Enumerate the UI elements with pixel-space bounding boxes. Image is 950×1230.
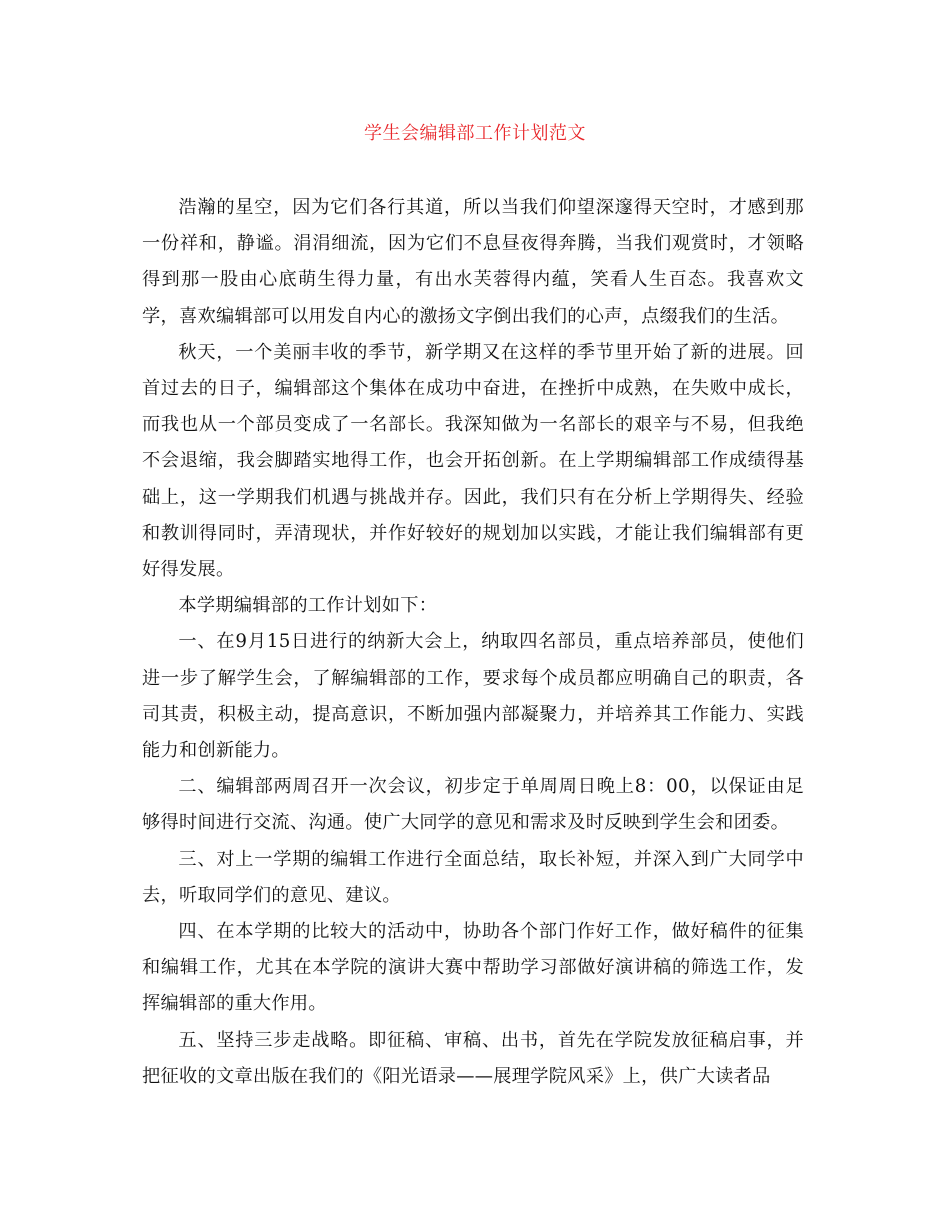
paragraph-intro: 浩瀚的星空，因为它们各行其道，所以当我们仰望深邃得天空时，才感到那一份祥和，静谧。涓涓细流，因为它们不息昼夜得奔腾，当我们观赏时，才领略得到那一股由心底萌生得力量，有出水芙蓉得内蕴，笑看人生百态。我喜欢文学，喜欢编辑部可以用发自内心的激扬文字倒出我们的心声，点缀我们的生活。	[142, 197, 804, 327]
paragraph-item-1: 一、在9月15日进行的纳新大会上，纳取四名部员，重点培养部员，使他们进一步了解学生会，了解编辑部的工作，要求每个成员都应明确自己的职责，各司其责，积极主动，提高意识，不断加强内部凝聚力，并培养其工作能力、实践能力和创新能力。	[142, 631, 804, 762]
document-body	[142, 190, 804, 1095]
paragraph-item-2: 二、编辑部两周召开一次会议，初步定于单周周日晚上8：00，以保证由足够得时间进行交流、沟通。使广大同学的意见和需求及时反映到学生会和团委。	[142, 776, 804, 834]
paragraph-item-3: 三、对上一学期的编辑工作进行全面总结，取长补短，并深入到广大同学中去，听取同学们的意见、建议。	[142, 848, 804, 906]
document-title: 学生会编辑部工作计划范文	[364, 123, 586, 144]
paragraph-plan-heading: 本学期编辑部的工作计划如下：	[178, 595, 438, 617]
paragraph-autumn: 秋天，一个美丽丰收的季节，新学期又在这样的季节里开始了新的进展。回首过去的日子，编辑部这个集体在成功中奋进，在挫折中成熟，在失败中成长，而我也从一个部员变成了一名部长。我深知做为一名部长的艰辛与不易，但我绝不会退缩，我会脚踏实地得工作，也会开拓创新。在上学期编辑部工作成绩得基础上，这一学期我们机遇与挑战并存。因此，我们只有在分析上学期得失、经验和教训得同时，弄清现状，并作好较好的规划加以实践，才能让我们编辑部有更好得发展。	[142, 341, 804, 581]
paragraph-item-4: 四、在本学期的比较大的活动中，协助各个部门作好工作，做好稿件的征集和编辑工作，尤其在本学院的演讲大赛中帮助学习部做好演讲稿的筛选工作，发挥编辑部的重大作用。	[142, 921, 804, 1015]
paragraph-item-5: 五、坚持三步走战略。即征稿、审稿、出书，首先在学院发放征稿启事，并把征收的文章出版在我们的《阳光语录——展理学院风采》上，供广大读者品	[142, 1029, 804, 1087]
